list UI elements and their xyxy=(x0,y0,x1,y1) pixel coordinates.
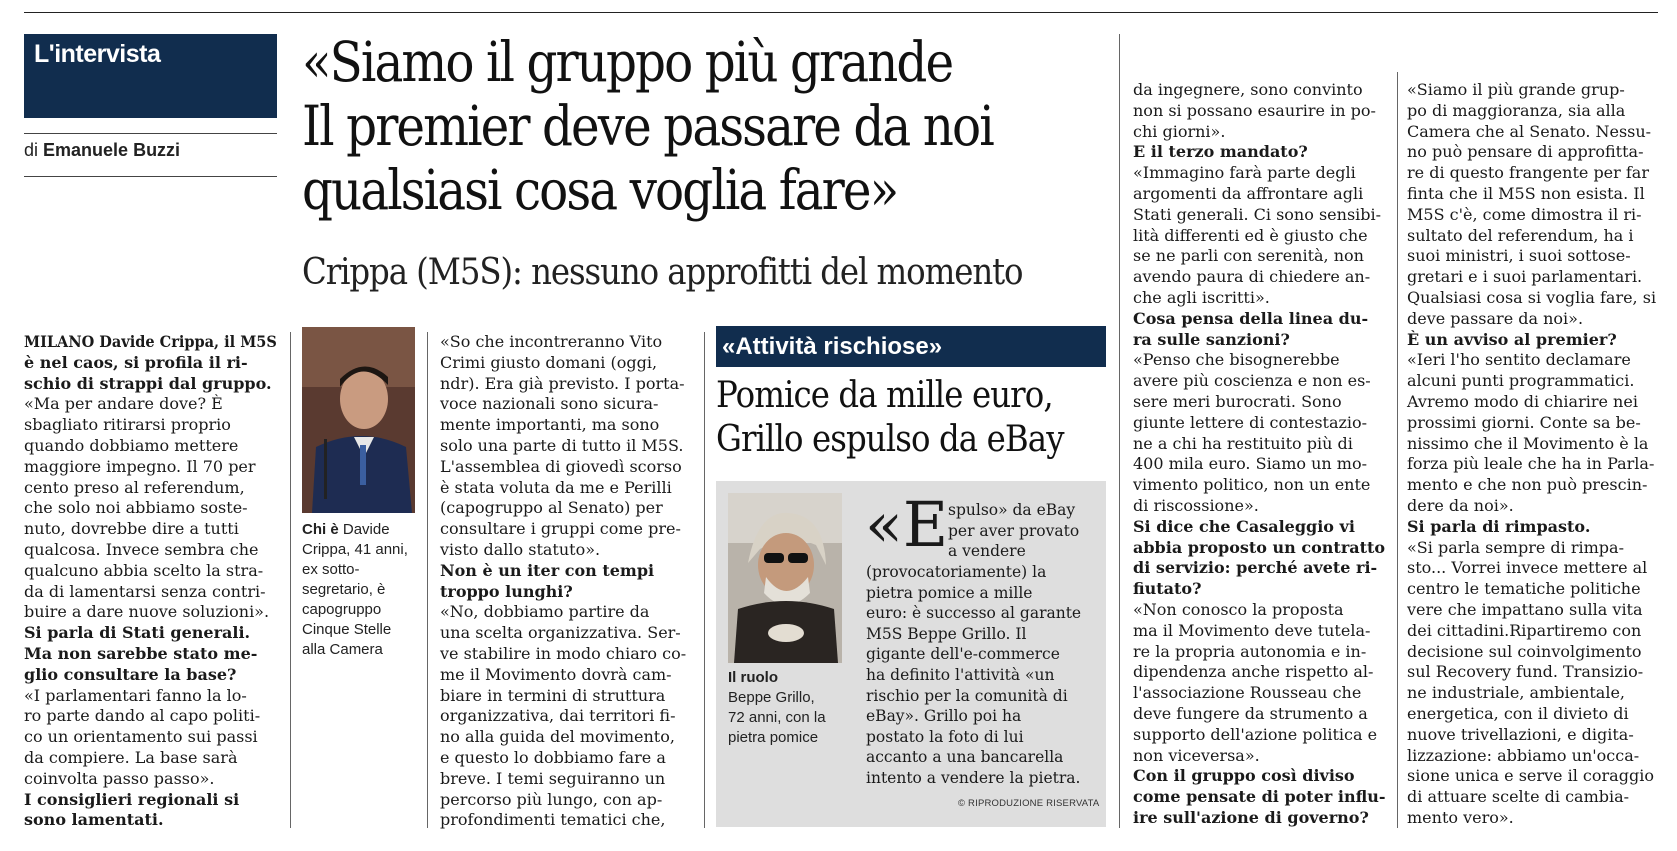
subheadline: Crippa (M5S): nessuno approfitti del momento xyxy=(302,252,1023,293)
text-line: supporto dell'azione politica e xyxy=(1133,724,1378,744)
box-text-line: ha definito l'attività «un xyxy=(866,665,1055,684)
text-line: da di lamentarsi senza contri- xyxy=(24,581,266,601)
question-line: MILANO Davide Crippa, il M5S xyxy=(24,332,277,351)
photo-caption-crippa xyxy=(302,520,420,660)
question-line: Con il gruppo così diviso xyxy=(1133,766,1355,786)
text-line: «Non conosco la proposta xyxy=(1133,599,1344,619)
text-line: organizzativa, dai territori fi- xyxy=(440,706,676,726)
question-line: Si parla di Stati generali. xyxy=(24,623,251,643)
box-text-line: spulso» da eBay xyxy=(948,501,1076,519)
text-line: profondimenti tematici che, xyxy=(440,810,666,830)
text-line: (capogruppo al Senato) per xyxy=(440,498,663,518)
box-headline xyxy=(716,374,1064,462)
text-line: po di maggioranza, sia alla xyxy=(1407,100,1626,120)
text-line: «Ieri l'ho sentito declamare xyxy=(1407,350,1631,370)
text-line: Qualsiasi cosa si voglia fare, si xyxy=(1407,287,1657,307)
text-line: finta che il M5S non esista. Il xyxy=(1407,183,1645,203)
question-line: è nel caos, si profila il ri- xyxy=(24,352,248,372)
byline-prefix: di xyxy=(24,140,39,160)
byline xyxy=(24,140,180,161)
photo-beppe-grillo xyxy=(728,493,842,663)
box-text-line: intento a vendere la pietra. xyxy=(866,768,1081,787)
text-line: 400 mila euro. Siamo un mo- xyxy=(1133,454,1368,474)
photo-caption-grillo xyxy=(728,668,858,748)
column-rule xyxy=(290,332,291,828)
article-column-2 xyxy=(440,332,694,831)
question-line: Non è un iter con tempi xyxy=(440,560,655,580)
text-line: ma il Movimento deve tutela- xyxy=(1133,620,1371,640)
question-line: fiutato? xyxy=(1133,579,1202,599)
question-line: abbia proposto un contratto xyxy=(1133,537,1386,557)
text-line: gretari e i suoi parlamentari. xyxy=(1407,267,1643,287)
text-line: cento preso al referendum, xyxy=(24,477,245,497)
question-line: di servizio: perché avete ri- xyxy=(1133,558,1378,578)
column-rule xyxy=(427,332,428,828)
text-line: se ne parli con serenità, non xyxy=(1133,246,1364,266)
text-line: chi giorni». xyxy=(1133,121,1226,141)
text-line: Avremo modo di chiarire nei xyxy=(1407,391,1638,411)
text-line: sione unica e serve il coraggio xyxy=(1407,766,1654,786)
text-line: qualcosa. Invece sembra che xyxy=(24,539,259,559)
text-line: Stati generali. Ci sono sensibi- xyxy=(1133,204,1382,224)
text-line: visto dallo statuto». xyxy=(440,539,601,559)
text-line: che agli iscritti». xyxy=(1133,287,1270,307)
text-line: «I parlamentari fanno la lo- xyxy=(24,685,247,705)
text-line: sultato del referendum, ha i xyxy=(1407,225,1634,245)
text-line: coinvolta passo passo». xyxy=(24,768,215,788)
question-line: E il terzo mandato? xyxy=(1133,142,1308,162)
text-line: L'assemblea di giovedì scorso xyxy=(440,456,682,476)
text-line: ndr). Era già previsto. I porta- xyxy=(440,373,685,393)
text-line: Crimi giusto domani (oggi, xyxy=(440,352,658,372)
question-line: troppo lunghi? xyxy=(440,581,573,601)
question-line: glio consultare la base? xyxy=(24,664,237,684)
text-line: co un orientamento sui passi xyxy=(24,727,258,747)
box-text-line: postato la foto di lui xyxy=(866,727,1024,746)
text-line: avendo paura di chiedere an- xyxy=(1133,267,1371,287)
text-line: alcuni punti programmatici. xyxy=(1407,371,1635,391)
article-column-1 xyxy=(24,332,277,831)
headline-line: «Siamo il gruppo più grande xyxy=(302,30,953,94)
text-line: nuove trivellazioni, e digita- xyxy=(1407,724,1634,744)
text-line: no può pensare di approfitta- xyxy=(1407,142,1644,162)
box-text-line: per aver provato xyxy=(948,521,1080,540)
column-rule xyxy=(1397,72,1398,828)
text-line: e questo lo dobbiamo fare a xyxy=(440,747,666,767)
headline xyxy=(302,30,1024,222)
question-line: schio di strappi dal gruppo. xyxy=(24,373,272,393)
text-line: qualcuno abbia scelto la stra- xyxy=(24,560,264,580)
byline-author: Emanuele Buzzi xyxy=(43,140,181,160)
top-rule xyxy=(24,12,1658,13)
question-line: ire sull'azione di governo? xyxy=(1133,807,1369,827)
box-text-line: eBay». Grillo poi ha xyxy=(866,707,1022,726)
text-line: deve passare da noi». xyxy=(1407,308,1584,328)
column-rule xyxy=(1119,34,1120,828)
question-line: Si dice che Casaleggio vi xyxy=(1133,516,1355,536)
byline-rule-top xyxy=(24,133,277,134)
column-rule xyxy=(704,332,705,828)
text-line: giunte lettere di contestazio- xyxy=(1133,412,1368,432)
text-line: lizzazione: abbiamo un'occa- xyxy=(1407,745,1640,765)
box-text-line: M5S Beppe Grillo. Il xyxy=(866,624,1027,643)
box-kicker: «Attività rischiose» xyxy=(716,326,1106,367)
text-line: «Si parla sempre di rimpa- xyxy=(1407,537,1624,557)
text-line: vimento politico, non un ente xyxy=(1133,475,1371,495)
text-line: non si possano esaurire in po- xyxy=(1133,100,1376,120)
text-line: sto... Vorrei invece mettere al xyxy=(1407,558,1648,578)
byline-rule-bottom xyxy=(24,176,277,177)
caption-line: Crippa, 41 anni, xyxy=(302,541,408,558)
caption-line: Cinque Stelle xyxy=(302,621,392,638)
text-line: mento e che non può prescin- xyxy=(1407,475,1648,495)
headline-line: qualsiasi cosa voglia fare» xyxy=(302,158,898,222)
text-line: centro le tematiche politiche xyxy=(1407,579,1641,599)
text-line: dei cittadini.Ripartiremo con xyxy=(1407,620,1642,640)
question-line: come pensate di poter influ- xyxy=(1133,787,1386,807)
text-line: argomenti da affrontare agli xyxy=(1133,183,1364,203)
section-kicker xyxy=(24,34,277,118)
text-line: è stata voluta da me e Perilli xyxy=(440,477,672,497)
text-line: ro parte dando al capo politi- xyxy=(24,706,261,726)
text-line: biare in termini di struttura xyxy=(440,685,666,705)
section-label: L'intervista xyxy=(34,40,161,68)
box-text-line: accanto a una bancarella xyxy=(866,748,1064,767)
text-line: sbagliato ritirarsi proprio xyxy=(24,415,231,435)
text-line: percorso più lungo, con ap- xyxy=(440,789,663,809)
text-line: «Penso che bisognerebbe xyxy=(1133,350,1340,370)
caption-line: Beppe Grillo, xyxy=(728,689,815,706)
text-line: dipendenza anche rispetto al- xyxy=(1133,662,1374,682)
text-line: «Siamo il più grande grup- xyxy=(1407,80,1625,99)
text-line: consultare i gruppi come pre- xyxy=(440,519,681,539)
text-line: breve. I temi seguiranno un xyxy=(440,768,666,788)
text-line: «Immagino farà parte degli xyxy=(1133,163,1356,183)
text-line: re di questo frangente per far xyxy=(1407,163,1649,183)
text-line: ve stabilire in modo chiaro co- xyxy=(440,643,687,663)
text-line: ne a chi ha restituito più di xyxy=(1133,433,1353,453)
text-line: «No, dobbiamo partire da xyxy=(440,602,650,622)
copyright-notice: © RIPRODUZIONE RISERVATA xyxy=(958,798,1100,809)
text-line: una scelta organizzativa. Ser- xyxy=(440,623,681,643)
caption-line: Davide xyxy=(342,521,390,538)
question-line: Cosa pensa della linea du- xyxy=(1133,308,1369,328)
text-line: forza più leale che ha in Parla- xyxy=(1407,454,1655,474)
text-line: nuto, dovrebbe dire a tutti xyxy=(24,519,239,539)
headline-line: Il premier deve passare da noi xyxy=(302,94,993,158)
text-line: deve fungere da strumento a xyxy=(1133,703,1368,723)
article-column-3 xyxy=(1133,80,1386,829)
text-line: dere da noi». xyxy=(1407,495,1514,515)
text-line: vere che impattano sulla vita xyxy=(1407,599,1643,619)
text-line: energetica, con il divieto di xyxy=(1407,703,1629,723)
question-line: Ma non sarebbe stato me- xyxy=(24,643,258,663)
text-line: avere più coscienza e non es- xyxy=(1133,371,1371,391)
text-line: suoi ministri, i suoi sottose- xyxy=(1407,246,1631,266)
photo-davide-crippa xyxy=(302,327,415,513)
text-line: nissimo che il Movimento è la xyxy=(1407,433,1649,453)
box-text-line: (provocatoriamente) la xyxy=(866,563,1047,581)
text-line: prossimi giorni. Conte sa be- xyxy=(1407,412,1641,432)
box-headline-line: Grillo espulso da eBay xyxy=(716,419,1064,460)
text-line: di riscossione». xyxy=(1133,495,1259,515)
text-line: voce nazionali sono sicura- xyxy=(440,394,659,414)
text-line: di attuare scelte di cambia- xyxy=(1407,787,1630,807)
text-line: non viceversa». xyxy=(1133,745,1260,765)
caption-line: capogruppo xyxy=(302,601,382,618)
text-line: «Ma per andare dove? È xyxy=(24,394,223,414)
box-text-line: a vendere xyxy=(948,542,1026,561)
caption-line: segretario, è xyxy=(302,581,386,598)
box-text-line: euro: è successo al garante xyxy=(866,604,1082,623)
question-line: È un avviso al premier? xyxy=(1407,329,1617,349)
text-line: quando dobbiamo mettere xyxy=(24,435,239,455)
text-line: decisione sul coinvolgimento xyxy=(1407,641,1642,661)
text-line: re la propria autonomia e in- xyxy=(1133,641,1367,661)
box-text-line: gigante dell'e-commerce xyxy=(866,645,1060,664)
text-line: me il Movimento dovrà cam- xyxy=(440,664,672,684)
text-line: sul Recovery fund. Transizio- xyxy=(1407,662,1644,682)
article-column-4 xyxy=(1407,80,1660,829)
text-line: lità differenti ed è giusto che xyxy=(1133,225,1368,245)
caption-label: Il ruolo xyxy=(728,669,778,686)
question-line: Si parla di rimpasto. xyxy=(1407,516,1591,536)
text-line: «So che incontreranno Vito xyxy=(440,332,663,351)
text-line: da ingegnere, sono convinto xyxy=(1133,80,1363,99)
caption-line: ex sotto- xyxy=(302,561,360,578)
question-line: sono lamentati. xyxy=(24,810,164,830)
text-line: Camera che al Senato. Nessu- xyxy=(1407,121,1652,141)
text-line: da compiere. La base sarà xyxy=(24,747,238,767)
box-text xyxy=(866,562,1102,789)
text-line: l'associazione Rousseau che xyxy=(1133,683,1362,703)
text-line: sere meri burocrati. Sono xyxy=(1133,391,1342,411)
text-line: no alla guida del movimento, xyxy=(440,727,675,747)
caption-line: pietra pomice xyxy=(728,729,819,746)
text-line: ne industriale, ambientale, xyxy=(1407,683,1626,703)
text-line: solo una parte di tutto il M5S. xyxy=(440,435,684,455)
caption-line: 72 anni, con la xyxy=(728,709,826,726)
text-line: mento vero». xyxy=(1407,807,1514,827)
caption-label: Chi è xyxy=(302,521,339,538)
caption-line: alla Camera xyxy=(302,641,383,658)
text-line: mente importanti, ma sono xyxy=(440,415,660,435)
text-line: M5S c'è, come dimostra il ri- xyxy=(1407,204,1642,224)
dropcap: «E xyxy=(865,488,949,561)
box-text-top xyxy=(948,500,1100,562)
question-line: ra sulle sanzioni? xyxy=(1133,329,1290,349)
box-headline-line: Pomice da mille euro, xyxy=(716,375,1053,416)
box-text-line: rischio per la comunità di xyxy=(866,686,1068,705)
text-line: maggiore impegno. Il 70 per xyxy=(24,456,256,476)
text-line: che solo noi abbiamo soste- xyxy=(24,498,248,518)
question-line: I consiglieri regionali si xyxy=(24,789,240,809)
text-line: buire a dare nuove soluzioni». xyxy=(24,602,270,622)
box-text-line: pietra pomice a mille xyxy=(866,583,1033,602)
